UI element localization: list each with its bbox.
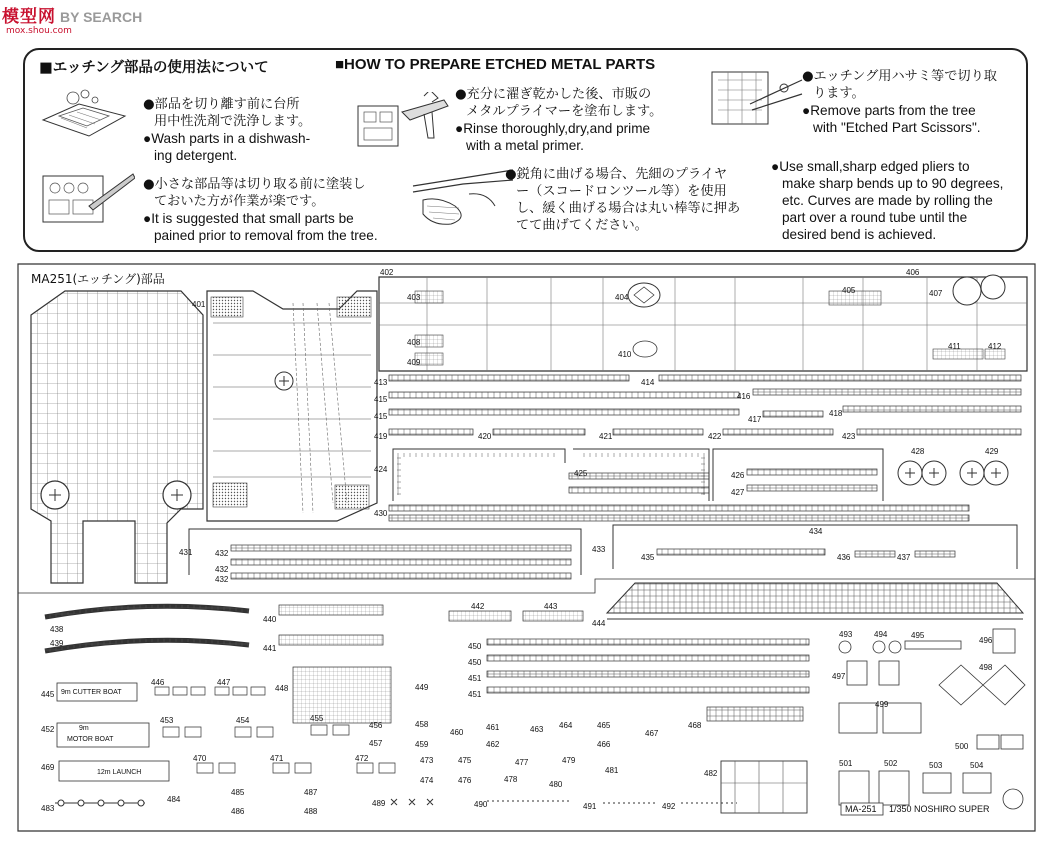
part-number-label: 503 <box>929 761 943 770</box>
part-number-label: 432 <box>215 565 229 574</box>
step-text: メタルプライマーを塗布します。 <box>466 104 663 119</box>
part-number-label: 460 <box>450 728 464 737</box>
part-number-label: 485 <box>231 788 245 797</box>
part-number-label: 408 <box>407 338 421 347</box>
part-number-label: 416 <box>737 392 751 401</box>
part-number-label: 457 <box>369 739 383 748</box>
part-number-label: 489 <box>372 799 386 808</box>
part-number-label: 459 <box>415 740 429 749</box>
part-number-label: 412 <box>988 342 1002 351</box>
part-number-label: 421 <box>599 432 613 441</box>
part-number-label: 477 <box>515 758 529 767</box>
watermark-logo: 模型网 <box>2 7 56 26</box>
part-number-label: 466 <box>597 740 611 749</box>
step-wash <box>143 96 311 164</box>
step-text: ●鋭角に曲げる場合、先細のプライヤ <box>505 167 728 182</box>
part-number-label: 480 <box>549 780 563 789</box>
part-number-label: 434 <box>809 527 823 536</box>
part-number-label: 418 <box>829 409 843 418</box>
part-number-label: 456 <box>369 721 383 730</box>
part-number-label: 491 <box>583 802 597 811</box>
part-number-label: 419 <box>374 432 388 441</box>
part-number-label: 451 <box>468 674 482 683</box>
part-number-label: 411 <box>948 342 961 351</box>
part-number-label: 440 <box>263 615 277 624</box>
watermark <box>2 2 142 27</box>
part-number-label: 420 <box>478 432 492 441</box>
part-number-label: 407 <box>929 289 943 298</box>
part-number-label: 462 <box>486 740 500 749</box>
part-number-label: 494 <box>874 630 888 639</box>
part-number-label: 455 <box>310 714 324 723</box>
part-number-label: 403 <box>407 293 421 302</box>
part-number-label: 426 <box>731 471 745 480</box>
part-number-label: 470 <box>193 754 207 763</box>
footer-code: MA-251 <box>845 804 877 814</box>
part-number-label: 453 <box>160 716 174 725</box>
step-text: ●エッチング用ハサミ等で切り取 <box>802 69 997 84</box>
step-text: ておいた方が作業が楽です。 <box>154 194 325 209</box>
watermark-text: BY SEARCH <box>60 9 143 25</box>
step-text: ●小さな部品等は切り取る前に塗装し <box>143 177 366 192</box>
part-number-label: 427 <box>731 488 745 497</box>
step-text: part over a round tube until the <box>782 210 968 225</box>
watermark-url: mox.shou.com <box>6 26 72 36</box>
part-number-label: 424 <box>374 465 388 474</box>
scissors-illustration <box>708 64 804 130</box>
footer-name: 1/350 NOSHIRO SUPER <box>889 804 990 814</box>
part-number-label: 429 <box>985 447 999 456</box>
part-number-label: 488 <box>304 807 318 816</box>
heading-japanese: ■エッチング部品の使用法について <box>39 60 269 76</box>
part-number-label: 467 <box>645 729 659 738</box>
step-text: ●It is suggested that small parts be <box>143 211 354 226</box>
part-number-label: 451 <box>468 690 482 699</box>
part-number-label: 464 <box>559 721 573 730</box>
part-number-label: 447 <box>217 678 231 687</box>
part-number-label: 410 <box>618 350 632 359</box>
part-number-label: 443 <box>544 602 558 611</box>
part-number-label: 486 <box>231 807 245 816</box>
part-number-label: 449 <box>415 683 429 692</box>
part-number-label: 476 <box>458 776 472 785</box>
part-number-label: 487 <box>304 788 318 797</box>
part-number-label: 432 <box>215 575 229 584</box>
step-text: ー（スコードロンツール等）を使用 <box>516 184 727 199</box>
step-text: てて曲げてください。 <box>516 218 648 233</box>
step-text: ●Remove parts from the tree <box>802 103 976 118</box>
part-number-label: 458 <box>415 720 429 729</box>
step-text: pained prior to removal from the tree. <box>154 228 378 243</box>
part-number-label: 501 <box>839 759 853 768</box>
launch-name: 12m LAUNCH <box>97 769 142 776</box>
part-number-label: 417 <box>748 415 762 424</box>
part-number-label: 450 <box>468 642 482 651</box>
part-number-label: 415 <box>374 412 388 421</box>
part-number-label: 431 <box>179 548 193 557</box>
step-text: make sharp bends up to 90 degrees, <box>782 176 1004 191</box>
part-number-label: 450 <box>468 658 482 667</box>
part-number-label: 481 <box>605 766 619 775</box>
step-text: desired bend is achieved. <box>782 227 937 242</box>
step-text: 用中性洗剤で洗浄します。 <box>154 114 312 129</box>
part-number-label: 428 <box>911 447 925 456</box>
heading-english: ■HOW TO PREPARE ETCHED METAL PARTS <box>335 56 656 73</box>
step-text: ●部品を切り離す前に台所 <box>143 97 300 112</box>
part-number-label: 493 <box>839 630 853 639</box>
step-text: ●Rinse thoroughly,dry,and prime <box>455 121 651 136</box>
part-number-label: 446 <box>151 678 165 687</box>
sheet-title: MA251(エッチング)部品 <box>31 272 165 286</box>
etched-parts-sheet <box>17 263 1036 832</box>
part-number-label: 413 <box>374 378 388 387</box>
part-number-label: 438 <box>50 625 64 634</box>
part-number-label: 402 <box>380 268 394 277</box>
part-number-label: 401 <box>192 300 206 309</box>
step-text: ●充分に濯ぎ乾かした後、市販の <box>455 87 652 102</box>
part-number-label: 504 <box>970 761 984 770</box>
paint-illustration <box>39 170 135 226</box>
part-number-label: 406 <box>906 268 920 277</box>
part-number-label: 435 <box>641 553 655 562</box>
part-number-label: 495 <box>911 631 925 640</box>
step-text: with a metal primer. <box>466 138 584 153</box>
part-number-label: 432 <box>215 549 229 558</box>
step-bend-en <box>771 158 1003 243</box>
part-number-label: 484 <box>167 795 181 804</box>
part-number-label: 442 <box>471 602 485 611</box>
step-paint <box>143 176 378 244</box>
pliers-illustration <box>409 166 517 228</box>
part-number-label: 492 <box>662 802 676 811</box>
part-number-label: 479 <box>562 756 576 765</box>
part-number-label: 405 <box>842 286 856 295</box>
motor-boat-size: 9m <box>79 725 89 732</box>
part-number-label: 422 <box>708 432 722 441</box>
wash-illustration <box>39 86 129 142</box>
part-number-label: 468 <box>688 721 702 730</box>
part-number-label: 425 <box>574 469 588 478</box>
part-number-label: 444 <box>592 619 606 628</box>
part-number-label: 448 <box>275 684 289 693</box>
part-number-label: 454 <box>236 716 250 725</box>
part-number-label: 441 <box>263 644 277 653</box>
part-number-label: 469 <box>41 763 55 772</box>
part-number-label: 475 <box>458 756 472 765</box>
part-number-label: 500 <box>955 742 969 751</box>
step-text: with "Etched Part Scissors". <box>813 120 981 135</box>
part-number-label: 437 <box>897 553 911 562</box>
part-number-label: 423 <box>842 432 856 441</box>
part-number-label: 499 <box>875 700 889 709</box>
part-number-label: 473 <box>420 756 434 765</box>
part-number-label: 496 <box>979 636 993 645</box>
step-text: ing detergent. <box>154 148 238 163</box>
part-number-label: 463 <box>530 725 544 734</box>
part-number-label: 430 <box>374 509 388 518</box>
part-number-label: 502 <box>884 759 898 768</box>
step-text: ●Use small,sharp edged pliers to <box>771 159 970 174</box>
part-number-label: 465 <box>597 721 611 730</box>
step-prime <box>455 86 662 154</box>
parts-sheet-drawing <box>17 263 1036 832</box>
part-number-label: 471 <box>270 754 284 763</box>
step-text: etc. Curves are made by rolling the <box>782 193 993 208</box>
part-number-label: 409 <box>407 358 421 367</box>
step-text: ります。 <box>813 86 865 101</box>
part-number-label: 436 <box>837 553 851 562</box>
part-number-label: 439 <box>50 639 64 648</box>
part-number-label: 482 <box>704 769 718 778</box>
motor-boat-name: MOTOR BOAT <box>67 736 114 743</box>
part-number-label: 445 <box>41 690 55 699</box>
primer-illustration <box>352 92 452 152</box>
step-cut <box>802 68 997 136</box>
part-number-label: 433 <box>592 545 606 554</box>
part-number-label: 478 <box>504 775 518 784</box>
part-number-label: 452 <box>41 725 55 734</box>
step-text: ●Wash parts in a dishwash- <box>143 131 311 146</box>
part-number-label: 472 <box>355 754 369 763</box>
part-number-label: 414 <box>641 378 655 387</box>
part-number-label: 461 <box>486 723 500 732</box>
instruction-panel <box>23 48 1028 252</box>
step-bend-ja <box>505 166 740 234</box>
part-number-label: 490 <box>474 800 488 809</box>
part-number-label: 497 <box>832 672 846 681</box>
part-number-label: 483 <box>41 804 55 813</box>
part-number-label: 404 <box>615 293 629 302</box>
part-number-label: 474 <box>420 776 434 785</box>
step-text: し、緩く曲げる場合は丸い棒等に押あ <box>516 201 741 216</box>
cutter-boat-name: 9m CUTTER BOAT <box>61 689 122 696</box>
part-number-label: 415 <box>374 395 388 404</box>
part-number-label: 498 <box>979 663 993 672</box>
